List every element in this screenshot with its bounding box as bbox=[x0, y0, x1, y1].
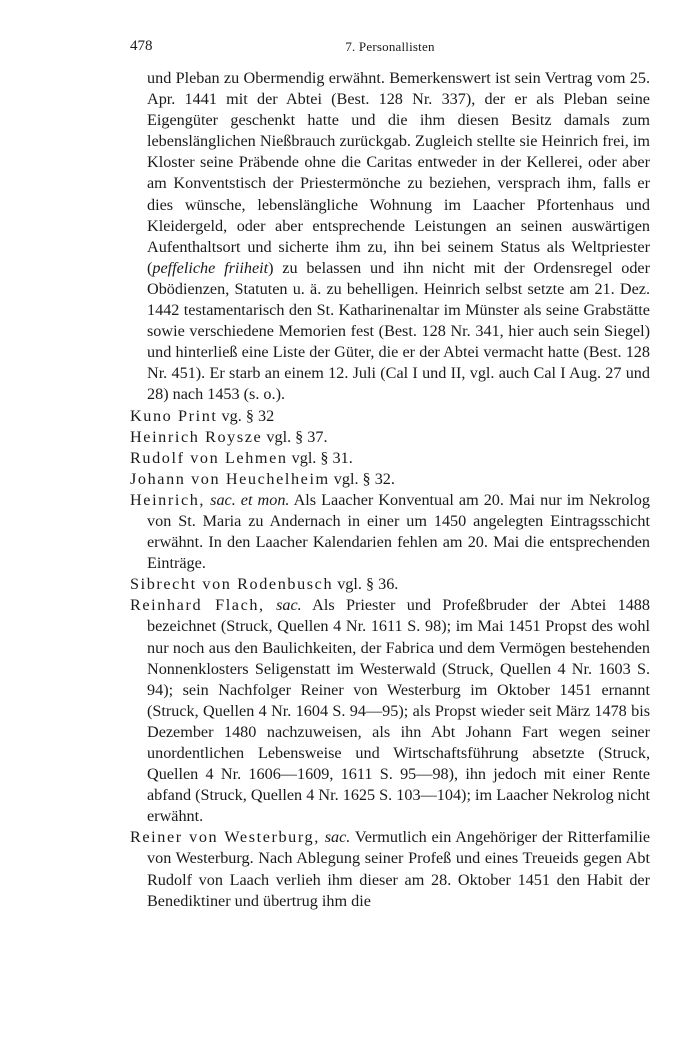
continuation-paragraph bbox=[130, 68, 650, 406]
entry-name: Kuno Print bbox=[130, 406, 218, 425]
continuation-text: und Pleban zu Obermendig erwähnt. Bemerkenswert ist sein Vertrag vom 25. Apr. 1441 mit der Abtei (Best. 128 Nr. 337), der er als Pleban seine Eigengüter geschenkt hatte und die ihm diesen Besitz damals zum lebenslänglichen Nießbrauch zurückgab. Zugleich stellte sie Heinrich frei, im Kloster seine Präbende ohne die Caritas entweder in der Kellerei, oder aber am Konventstisch der Priestermönche zu beziehen, versprach ihm, falls er dies wünsche, lebenslängliche Wohnung im Laacher Pfortenhaus und Kleidergeld, oder aber entsprechende Leistungen an seinen auswärtigen Aufenthaltsort und sicherte ihm zu, ihn bei seinem Status als Weltpriester ( bbox=[147, 69, 650, 277]
entry-name: Sibrecht von Rodenbusch bbox=[130, 575, 334, 594]
entry-text: Vermutlich ein Angehöriger der Ritterfamilie von Westerburg. Nach Ablegung seiner Profeß und eines Treueids gegen Abt Rudolf von Laach verlieh ihm dieser am 28. Oktober 1451 den Habit der Benediktiner und übertrug ihm die bbox=[147, 828, 651, 910]
running-header bbox=[130, 38, 650, 58]
entry-reinhard-flach bbox=[130, 595, 650, 827]
entry-name: Reiner von Westerburg, bbox=[130, 828, 320, 847]
entry-name: Heinrich Roysze bbox=[130, 427, 263, 446]
entry-name: Rudolf von Lehmen bbox=[130, 448, 288, 467]
entry-johann-von-heuchelheim bbox=[130, 469, 650, 490]
entry-text: Als Laacher Konventual am 20. Mai nur im Nekrolog von St. Maria zu Andernach in einer um 1450 angelegten Eintragsschicht erwähnt. In den Laacher Kalendarien fehlen am 20. Mai die entsprechenden Einträge. bbox=[147, 490, 650, 573]
entry-text: vg. § 32 bbox=[217, 406, 275, 425]
entry-name: Johann von Heuchelheim bbox=[130, 469, 330, 488]
entry-name: Heinrich, bbox=[130, 490, 206, 509]
section-title: 7. Personallisten bbox=[345, 39, 435, 54]
entry-abbreviation: sac. et mon. bbox=[210, 490, 290, 509]
entry-text: vgl. § 36. bbox=[333, 575, 399, 594]
entry-heinrich-roysze bbox=[130, 427, 650, 448]
body-text bbox=[130, 68, 650, 912]
entry-name: Reinhard Flach, bbox=[130, 596, 265, 615]
continuation-text-end: ) zu belassen und ihn nicht mit der Ordensregel oder Obödienzen, Statuten u. ä. zu behelligen. Heinrich selbst setzte am 21. Dez. 1442 testamentarisch den St. Katharinenaltar im Münster als seine Grabstätte sowie verschiedene Memorien fest (Best. 128 Nr. 341, hier auch sein Siegel) und hinterließ eine Liste der Güter, die er der Abtei vermacht hatte (Best. 128 Nr. 451). Er starb an einem 12. Juli (Cal I und II, vgl. auch Cal I Aug. 27 und 28) nach 1453 (s. o.). bbox=[147, 258, 650, 404]
entry-heinrich bbox=[130, 490, 650, 574]
continuation-quote: peffeliche friiheit bbox=[152, 258, 269, 277]
entry-text: Als Priester und Profeßbruder der Abtei 1488 bezeichnet (Struck, Quellen 4 Nr. 1611 S. 98); im Mai 1451 Propst des wohl nur noch aus den Baulichkeiten, der Fabrica und dem Vermögen bestehenden Nonnenklosters Seligenstatt im Westerwald (Struck, Quellen 4 Nr. 1603 S. 94); sein Nachfolger Reiner von Westerburg im Oktober 1451 ernannt (Struck, Quellen 4 Nr. 1604 S. 94—95); als Propst wieder seit März 1478 bis Dezember 1480 nachzuweisen, als ihn Abt Johann Fart wegen seiner unordentlichen Lebensweise und Wirtschaftsführung absetzte (Struck, Quellen 4 Nr. 1606—1609, 1611 S. 95—98), ihn jedoch mit einer Rente abfand (Struck, Quellen 4 Nr. 1625 S. 103—104); im Laacher Nekrolog nicht erwähnt. bbox=[147, 596, 650, 826]
entry-sibrecht-von-rodenbusch bbox=[130, 574, 650, 595]
entry-kuno-print bbox=[130, 406, 650, 427]
entry-rudolf-von-lehmen bbox=[130, 448, 650, 469]
page-number: 478 bbox=[130, 38, 153, 54]
entry-reiner-von-westerburg bbox=[130, 827, 650, 911]
entry-abbreviation: sac. bbox=[324, 828, 351, 847]
entry-text: vgl. § 32. bbox=[329, 469, 395, 488]
entry-text: vgl. § 31. bbox=[287, 448, 353, 467]
entry-text: vgl. § 37. bbox=[262, 427, 328, 446]
entry-abbreviation: sac. bbox=[276, 596, 302, 615]
